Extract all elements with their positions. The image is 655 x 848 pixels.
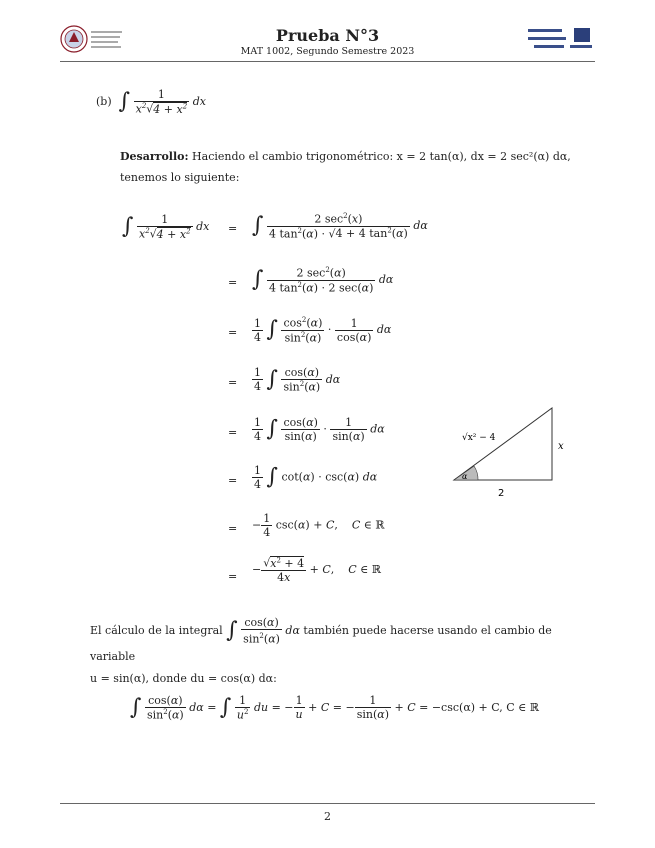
step-1-equals: = xyxy=(228,222,238,235)
step-2-equals: = xyxy=(228,276,238,289)
adjacent-side-label: 2 xyxy=(498,488,505,499)
step-1-expression: ∫ $\frac{2 \sec^2(x)}{4 \tan^2(\alpha) \cdot √4 + 4 \tan^2(\alpha)}$ dα xyxy=(252,212,428,241)
step-5-expression: $\frac{1}{4}$ ∫ $\frac{\cos(\alpha)}{\sin(\alpha)}$ · $\frac{1}{\sin(\alpha)}$ dα xyxy=(254,416,385,443)
alt-text-2: también puede hacerse usando el cambio de variable xyxy=(90,623,552,663)
problem-label: (b) xyxy=(96,94,112,108)
step-3-equals: = xyxy=(228,326,238,339)
step-7-expression: − $\frac{1}{4}$ csc(α) + C, C ∈ ℝ xyxy=(252,512,385,539)
footer-divider xyxy=(60,803,595,804)
angle-label: α xyxy=(462,472,468,481)
page-number: 2 xyxy=(324,810,331,823)
step-5-equals: = xyxy=(228,426,238,439)
final-equation: ∫ $\frac{\cos(\alpha)}{\sin^2(\alpha)}$ dα = ∫ $\frac{1}{u^2}$ du = − $\frac{1}{u}$ + C = − $\frac{1}{\sin(\alpha)}$ + C = −csc(α) + C, C ∈ ℝ xyxy=(130,694,539,722)
problem-statement: (b) ∫ $\frac{1}{x^2√4 + x^2}$ dx xyxy=(96,88,206,116)
solution-paragraph xyxy=(120,146,590,188)
alternative-method-paragraph: El cálculo de la integral ∫ $\frac{\cos(\alpha)}{\sin^2(\alpha)}$ dα también puede hacerse usando el cambio de variable u = sin(α), donde du = cos(α) dα: xyxy=(90,616,552,685)
header-divider xyxy=(60,61,595,62)
hypotenuse-label: √x² − 4 xyxy=(462,433,496,443)
alt-text-3: u = sin(α), donde du = cos(α) dα: xyxy=(90,671,277,685)
derivation-lhs: ∫ $\frac{1}{x^2√4 + x^2}$ dx xyxy=(122,213,210,241)
step-4-expression: $\frac{1}{4}$ ∫ $\frac{\cos(\alpha)}{\sin^2(\alpha)}$ dα xyxy=(254,366,341,394)
step-4-equals: = xyxy=(228,376,238,389)
page-title: Prueba N°3 xyxy=(275,26,380,45)
step-8-equals: = xyxy=(228,570,238,583)
page-subtitle: MAT 1002, Segundo Semestre 2023 xyxy=(240,46,415,57)
step-6-expression: $\frac{1}{4}$ ∫ cot(α) · csc(α) dα xyxy=(254,464,378,491)
alt-text-1: El cálculo de la integral xyxy=(90,623,223,637)
final-equation-tail: = −csc(α) + C, C ∈ ℝ xyxy=(419,700,539,714)
problem-integrand-numerator: 1 xyxy=(134,88,190,102)
step-3-expression: $\frac{1}{4}$ ∫ $\frac{\cos^2(\alpha)}{\sin^2(\alpha)}$ · $\frac{1}{\cos(\alpha)}$ dα xyxy=(254,316,392,345)
problem-dx: dx xyxy=(192,94,206,108)
step-7-equals: = xyxy=(228,522,238,535)
step-8-expression: − $\frac{√x^2 + 4}{4x}$ + C, C ∈ ℝ xyxy=(252,556,381,584)
opposite-side-label: x xyxy=(558,441,564,452)
solution-heading: Desarrollo: xyxy=(120,150,189,163)
solution-text: Haciendo el cambio trigonométrico: x = 2 tan(α), dx = 2 sec²(α) dα, tenemos lo siguiente: xyxy=(120,150,571,184)
right-triangle-diagram xyxy=(448,404,578,500)
step-2-expression: ∫ $\frac{2 \sec^2(\alpha)}{4 \tan^2(\alpha) \cdot 2 \sec(\alpha)}$ dα xyxy=(252,266,394,295)
step-6-equals: = xyxy=(228,474,238,487)
